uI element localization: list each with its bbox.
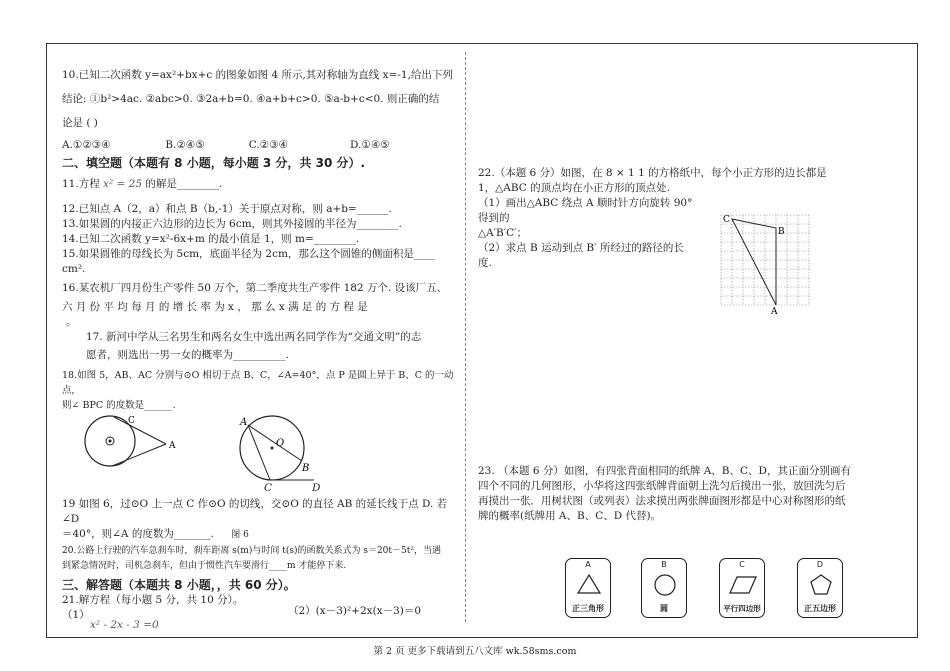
figure-5-and-6 [62,413,462,485]
card-b-name: 圆 [660,604,668,613]
card-c [719,558,765,618]
q21-equation-1: x² - 2x - 3 =0 [90,619,159,631]
card-a [565,558,611,618]
q20-line2: 到紧急情况时，司机急刹车，但由于惯性汽车要滑行____m 才能停下来. [62,561,347,571]
question-11: 11.方程 x² = 25 的解是________. [62,178,223,190]
question-22: 22.（本题 6 分）如图，在 8 × 1 1 的方格纸中，每个小正方形的边长都是 [478,167,827,179]
card-b-letter: B [661,560,667,569]
q10-option-a: A.①②③④ [62,139,111,151]
left-column [62,68,457,637]
grid-label-c: C [723,215,730,225]
q10-option-b: B.②④⑤ [165,139,205,151]
card-d [797,558,843,618]
q21-equation-2: （2）(x－3)²+2x(x－3)＝0 [288,605,422,617]
q10-option-c: C.②③④ [248,139,288,151]
q21-part1-label: （1） [62,609,90,621]
fig6-label-b: B [302,463,310,474]
q10-line1: 10.已知二次函数 y=ax²+bx+c 的图象如图 4 所示,其对称轴为直线 x=-1,给出下列 [62,69,453,81]
figure-5 [85,416,176,466]
figure-6-labels [62,482,457,497]
pentagon-icon [808,573,834,597]
q22-line5: △A′B′C′； [478,227,528,239]
card-row [565,558,855,620]
question-13: 13.如果圆的内接正六边形的边长为 6cm，则其外接圆的半径为________. [62,218,402,230]
card-d-name: 正五边形 [804,604,836,613]
card-c-letter: C [739,560,745,569]
grid-label-b: B [778,227,785,237]
question-15: 15.如果圆锥的母线长为 5cm，底面半径为 2cm，那么这个圆锥的侧面积是____ [62,248,435,260]
question-12: 12.已知点 A（2，a）和点 B（b,-1）关于原点对称，则 a+b=______. [62,203,392,215]
q21-equations [62,605,457,637]
card-c-name: 平行四边形 [723,604,761,613]
triangle-icon [576,573,602,597]
q22-line6: （2）求点 B 运动到点 B′ 所经过的路径的长 [478,242,684,254]
q22-line3: （1）画出△ABC 绕点 A 顺时针方向旋转 90° [478,197,693,209]
q10-line2: 结论: ①b²>4ac. ②abc>0. ③2a+b=0. ④a+b+c>0. ⑤a-b+c<0. 则正确的结 [62,93,440,105]
parallelogram-icon [728,573,758,597]
card-b [641,558,687,618]
fig6-caption: 图 6 [231,530,249,540]
q18-line2: 则∠ BPC 的度数是______. [62,400,176,411]
q22-line7: 度. [478,257,492,269]
q23-line1: 23. （本题 6 分）如图，有四张背面相同的纸牌 A、B、C、D，其正面分别画有 [478,465,851,477]
page-footer: 第 2 页 更多下载请到五八文库 wk.58sms.com [373,646,577,657]
q19-line2: ＝40°，则∠A 的度数为_______. [62,528,214,540]
question-19: 19 如图 6，过⊙O 上一点 C 作⊙O 的切线，交⊙O 的直径 AB 的延长线于点 D. 若∠D [62,498,448,525]
q11-equation: x² = 25 [103,178,143,190]
q19-line2-row [62,527,457,543]
q10-line3: 论是 ( ) [62,117,98,129]
question-23 [478,464,903,524]
q10-option-d: D.①④⑤ [350,139,390,151]
q15-line2: cm². [62,263,86,275]
card-d-letter: D [816,560,824,569]
q16-line2: 六 月 份 平 均 每 月 的 增 长 率 为 x ， 那 么 x 满 足 的 方 程 是 [62,301,368,313]
q16-line3: 。 [66,316,77,328]
card-a-letter: A [585,560,591,569]
fig6-label-c: C [264,482,273,494]
right-column [478,166,903,522]
section-3-heading: 三、解答题（本题共 8 小题，，共 60 分）。 [62,578,296,592]
q23-line4: 牌的概率(纸牌用 A、B、C、D 代替)。 [478,510,662,522]
q22-line2: 1，△ABC 的顶点均在小正方形的顶点处. [478,182,670,194]
fig5-label-a: A [169,441,176,451]
question-17: 17. 新河中学从三名男生和两名女生中选出两名同学作为“交通文明”的志 [86,331,422,343]
question-18: 18.如图 5，AB、AC 分别与⊙O 相切于点 B、C，∠A=40°，点 P 是圆上异于 B、C 的一动点, [62,370,454,396]
question-10 [62,68,457,153]
grid-label-a: A [771,307,778,315]
section-2-heading: 二、填空题（本题有 8 小题，每小题 3 分，共 30 分）. [62,156,366,170]
q22-grid-figure [716,210,826,315]
question-21: 21.解方程（每小题 5 分，共 10 分）。 [62,594,244,606]
figures-row [62,413,457,485]
figure-6 [239,416,314,480]
q10-options [62,138,457,153]
q17-line2: 愿者，则选出一男一女的概率为__________. [86,349,289,361]
question-20: 20.公路上行驶的汽车急刹车时，刹车距离 s(m)与时间 t(s)的函数关系式为 s＝20t－5t²，当遇 [62,546,441,556]
q23-line2: 四个不同的几何图形，小华将这四张纸牌背面朝上洗匀后摸出一张，放回洗匀后 [478,480,846,492]
fig6-label-d: D [312,482,321,494]
fig6-label-o: O [276,438,285,449]
question-16: 16.某农机厂四月份生产零件 50 万个，第二季度共生产零件 182 万个. 设该厂五、 [62,282,448,294]
card-a-name: 正三角形 [572,604,604,613]
fig5-label-c: C [128,416,135,426]
q23-line3: 再摸出一张．用树状图（或列表）法求摸出两张牌面图形都是中心对称图形的纸 [478,495,846,507]
fig6-label-a: A [240,417,248,428]
question-14: 14.已知二次函数 y=x²-6x+m 的最小值是 1，则 m=________. [62,233,360,245]
q22-line4: 得到的 [478,212,510,224]
circle-icon [652,573,678,597]
column-divider [465,52,466,622]
